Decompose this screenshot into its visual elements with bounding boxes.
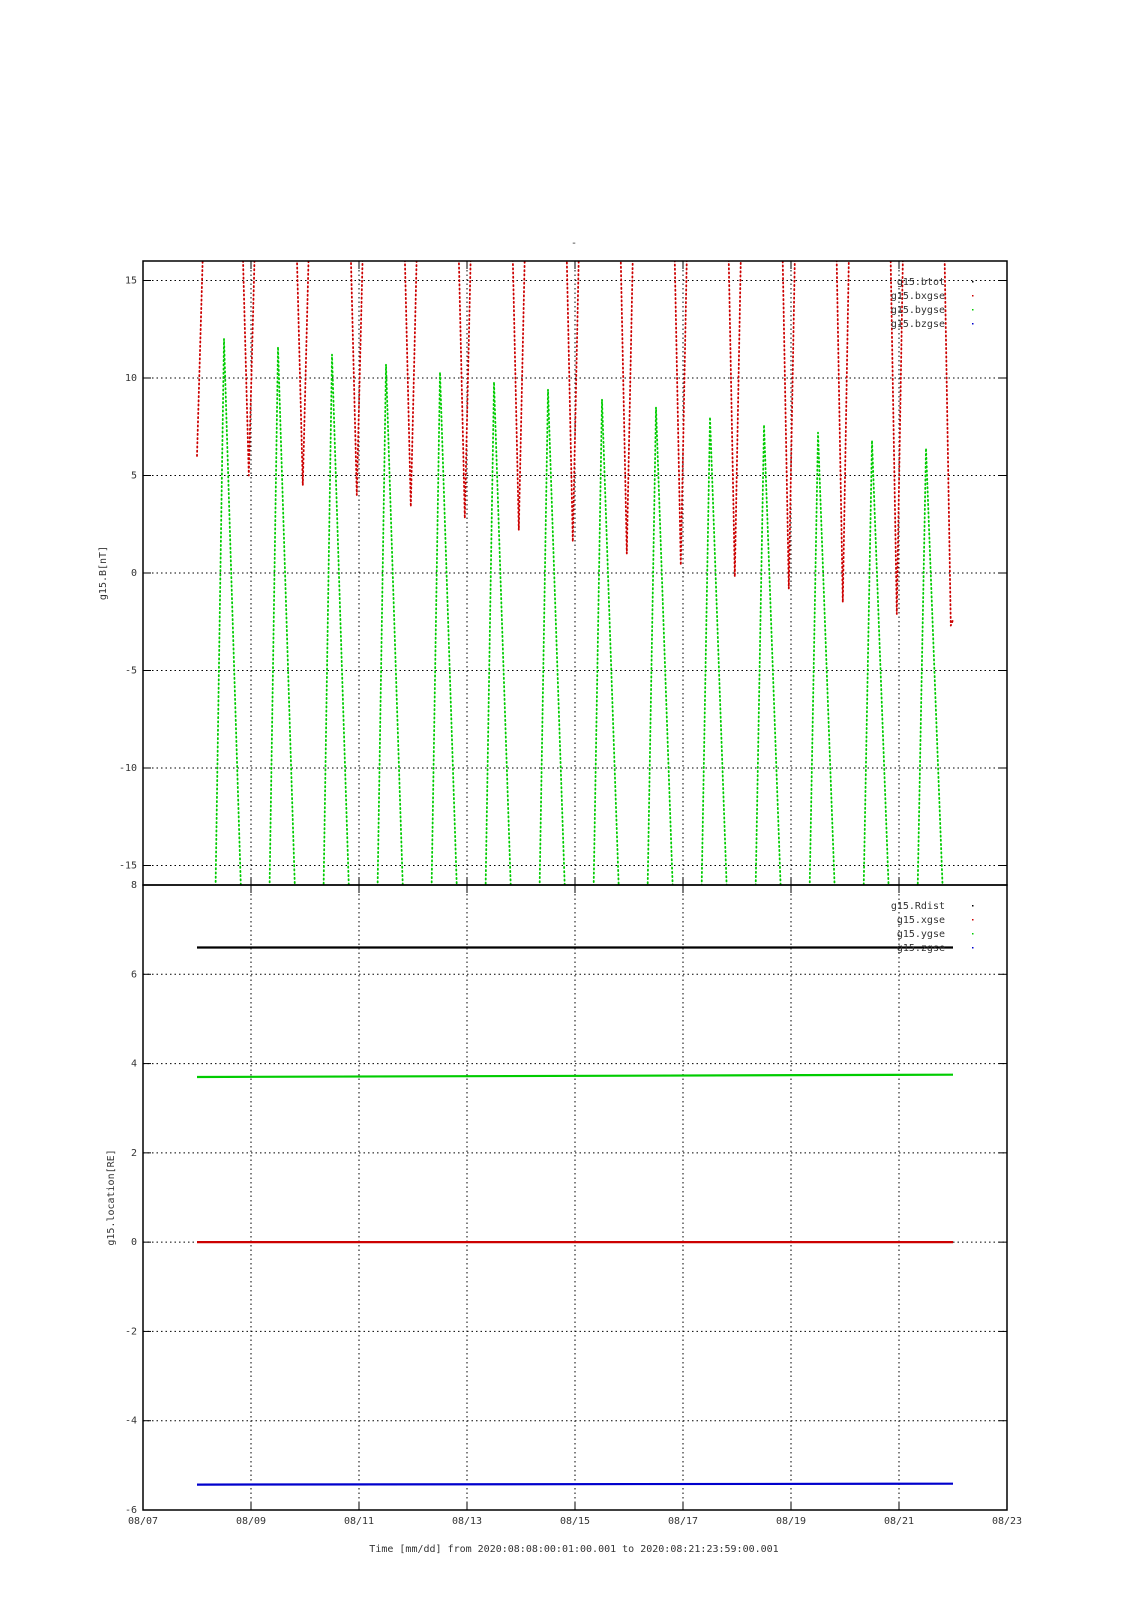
legend-marker (972, 947, 974, 949)
chart-title: - (570, 238, 578, 249)
y-tick-label: 5 (130, 470, 137, 482)
x-tick-label: 08/17 (667, 1516, 699, 1527)
legend-label: g15.Rdist (890, 901, 945, 912)
y-tick-label: -2 (124, 1326, 137, 1338)
x-tick-label: 08/13 (451, 1516, 483, 1527)
y-tick-label: 0 (130, 568, 137, 579)
series-g15.bygse (215, 339, 944, 924)
x-axis-title: Time [mm/dd] from 2020:08:08:00:01:00.001 to 2020:08:21:23:59:00.001 (369, 1544, 779, 1555)
panel-1 (98, 144, 1007, 924)
series-layer (197, 948, 953, 1485)
y-tick-label: -15 (118, 860, 137, 872)
y-axis-title: g15.B[nT] (98, 545, 109, 601)
legend-marker (972, 933, 974, 935)
y-tick-label: 2 (130, 1147, 137, 1159)
x-tick-label: 08/19 (775, 1516, 807, 1527)
legend-label: g15.ygse (896, 929, 945, 940)
series-g15.bxgse (197, 144, 953, 626)
y-tick-label: 4 (130, 1058, 137, 1070)
legend-label: g15.btot (896, 277, 945, 288)
legend-label: g15.bzgse (890, 319, 945, 330)
x-tick-label: 08/21 (883, 1516, 915, 1527)
series-g15.ygse (197, 1075, 953, 1077)
series-g15.zgse (197, 1484, 953, 1485)
x-tick-label: 08/11 (343, 1516, 375, 1527)
x-tick-label: 08/15 (559, 1516, 591, 1527)
y-tick-label: -6 (124, 1505, 137, 1516)
legend-marker (972, 919, 974, 921)
y-tick-label: 0 (130, 1237, 137, 1249)
y-tick-label: -5 (124, 665, 137, 677)
y-axis-title: g15.location[RE] (106, 1149, 117, 1246)
legend-marker (972, 281, 974, 283)
legend-label: g15.bygse (890, 305, 945, 316)
legend-marker (972, 905, 974, 907)
y-tick-label: 15 (124, 275, 137, 287)
legend-label: g15.bxgse (890, 291, 945, 302)
panel-2 (106, 880, 1022, 1527)
y-tick-label: -4 (124, 1415, 137, 1427)
legend-label: g15.xgse (896, 915, 945, 926)
legend-marker (972, 323, 974, 325)
x-tick-label: 08/23 (991, 1516, 1023, 1527)
x-tick-label: 08/09 (235, 1516, 267, 1527)
y-tick-label: -10 (118, 763, 137, 774)
y-tick-label: 8 (130, 880, 137, 891)
legend-marker (972, 295, 974, 297)
y-tick-label: 6 (130, 969, 137, 981)
y-tick-label: 10 (124, 373, 137, 384)
chart-panels (98, 144, 1022, 1527)
legend-label: g15.zgse (896, 943, 945, 954)
legend-marker (972, 309, 974, 311)
x-tick-label: 08/07 (127, 1516, 159, 1527)
